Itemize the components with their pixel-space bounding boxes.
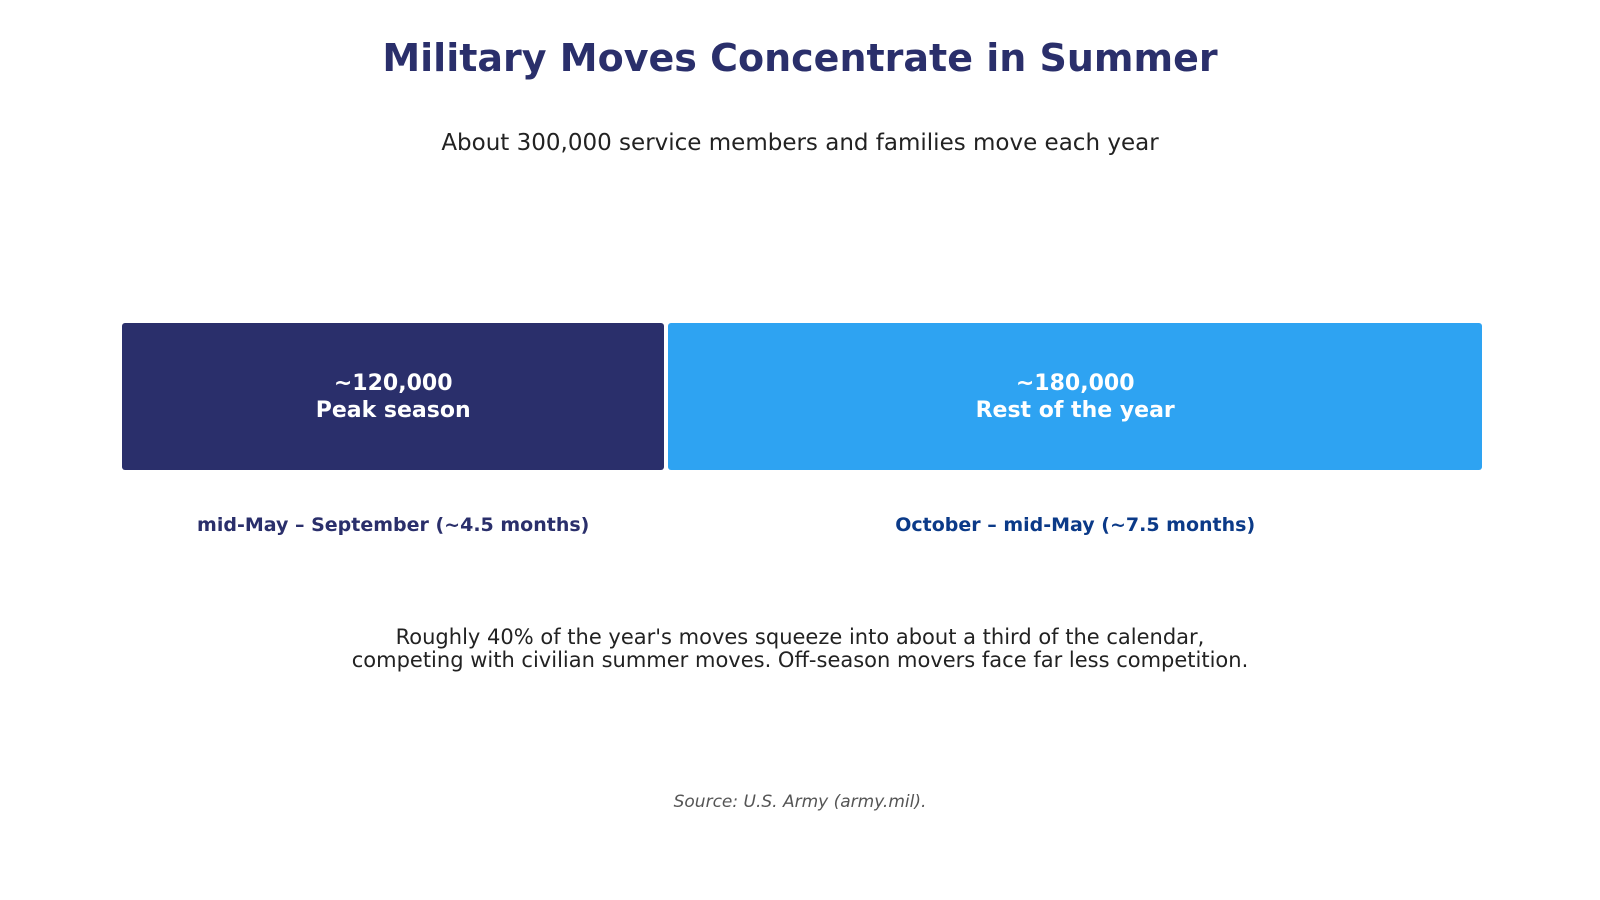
bar-segment-2 [668,323,1482,470]
segment-category-label: Rest of the year [975,397,1175,423]
segment-range-label: mid-May – September (~4.5 months) [197,514,590,536]
bar-segment-1 [122,323,664,470]
segment-range-label: October – mid-May (~7.5 months) [895,514,1256,536]
chart-title: Military Moves Concentrate in Summer [382,36,1218,80]
chart-source: Source: U.S. Army (army.mil). [673,792,927,812]
segment-value-label: ~120,000 [333,370,453,396]
chart-subtitle: About 300,000 service members and families move each year [441,130,1159,156]
annotation-line-1: Roughly 40% of the year's moves squeeze into about a third of the calendar, [395,625,1205,649]
segment-value-label: ~180,000 [1015,370,1135,396]
segment-category-label: Peak season [315,397,471,423]
annotation-line-2: competing with civilian summer moves. Off-season movers face far less competition. [351,648,1249,672]
chart-annotation [0,626,1600,672]
